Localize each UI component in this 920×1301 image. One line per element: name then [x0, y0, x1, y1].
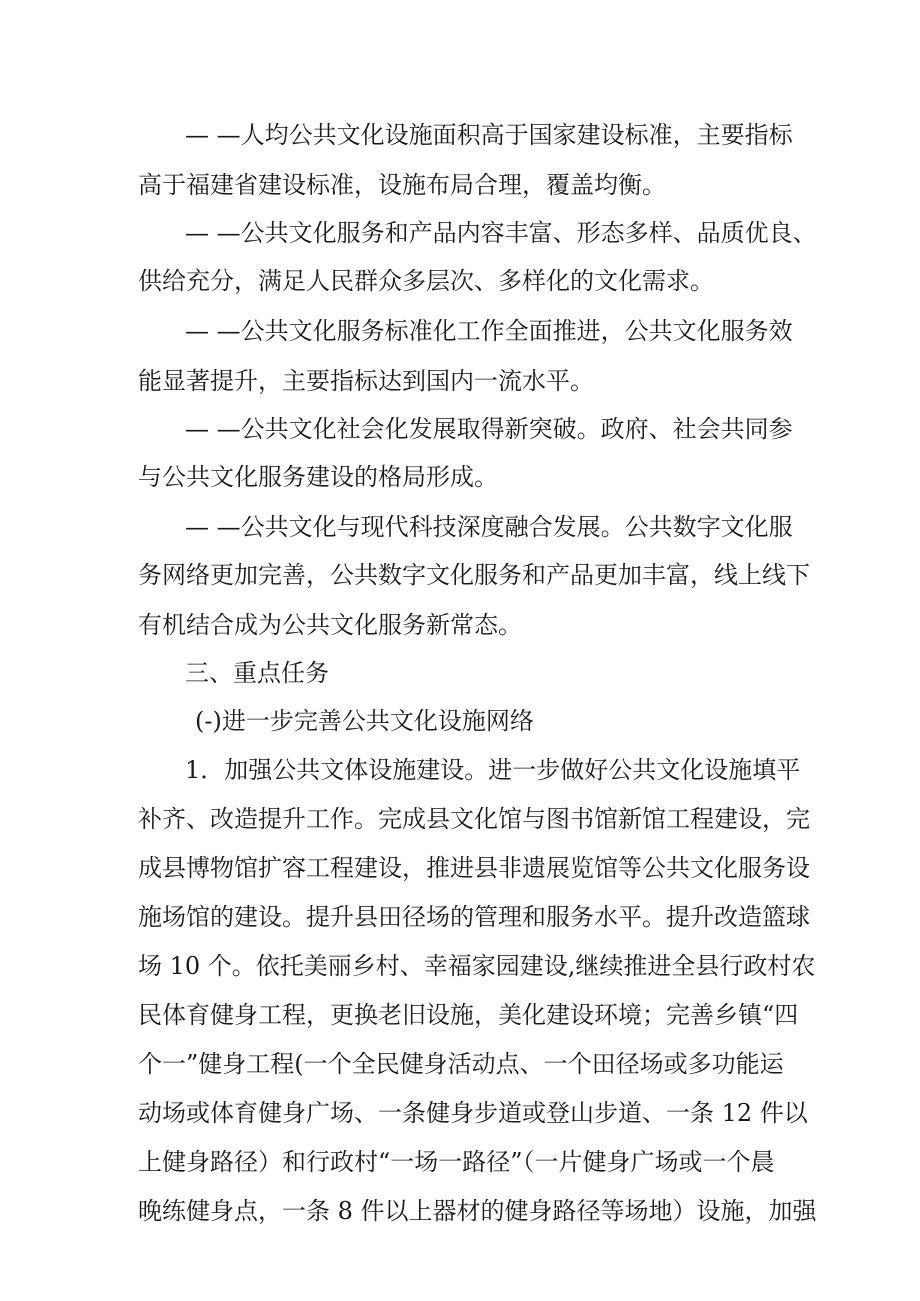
text-line: 场 10 个。依托美丽乡村、幸福家园建设,继续推进全县行政村农 [138, 952, 816, 980]
text-line: 有机结合成为公共文化服务新常态。 [138, 611, 522, 639]
section-heading: 三、重点任务 [185, 659, 329, 687]
text-line: 晚练健身点，一条 8 件以上器材的健身路径等场地）设施，加强 [138, 1197, 817, 1225]
text-line: 供给充分，满足人民群众多层次、多样化的文化需求。 [138, 267, 714, 295]
text-line: — —人均公共文化设施面积高于国家建设标准，主要指标 [185, 121, 793, 149]
text-line: 施场馆的建设。提升县田径场的管理和服务水平。提升改造篮球 [138, 903, 810, 931]
subsection-heading: (-)进一步完善公共文化设施网络 [195, 707, 534, 735]
text-line: — —公共文化服务和产品内容丰富、形态多样、品质优良、 [185, 219, 817, 247]
text-line: 成县博物馆扩容工程建设，推进县非遗展览馆等公共文化服务设 [138, 854, 810, 882]
text-line: 上健身路径）和行政村“一场一路径”（一片健身广场或一个晨 [138, 1148, 775, 1176]
text-line: — —公共文化社会化发展取得新突破。政府、社会共同参 [185, 415, 793, 443]
text-line: 1．加强公共文体设施建设。进一步做好公共文化设施填平 [185, 756, 801, 784]
text-line: 个一”健身工程(一个全民健身活动点、一个田径场或多功能运 [138, 1050, 784, 1078]
text-line: — —公共文化与现代科技深度融合发展。公共数字文化服 [185, 513, 793, 541]
text-line: 务网络更加完善，公共数字文化服务和产品更加丰富，线上线下 [138, 561, 810, 589]
text-line: — —公共文化服务标准化工作全面推进，公共文化服务效 [185, 317, 793, 345]
text-line: 高于福建省建设标准，设施布局合理，覆盖均衡。 [138, 171, 666, 199]
text-line: 动场或体育健身广场、一条健身步道或登山步道、一条 12 件以 [138, 1099, 808, 1127]
text-line: 与公共文化服务建设的格局形成。 [138, 463, 498, 491]
text-line: 补齐、改造提升工作。完成县文化馆与图书馆新馆工程建设，完 [138, 805, 810, 833]
text-line: 民体育健身工程，更换老旧设施，美化建设环境；完善乡镇“四 [138, 1001, 799, 1029]
text-line: 能显著提升，主要指标达到国内一流水平。 [138, 367, 594, 395]
